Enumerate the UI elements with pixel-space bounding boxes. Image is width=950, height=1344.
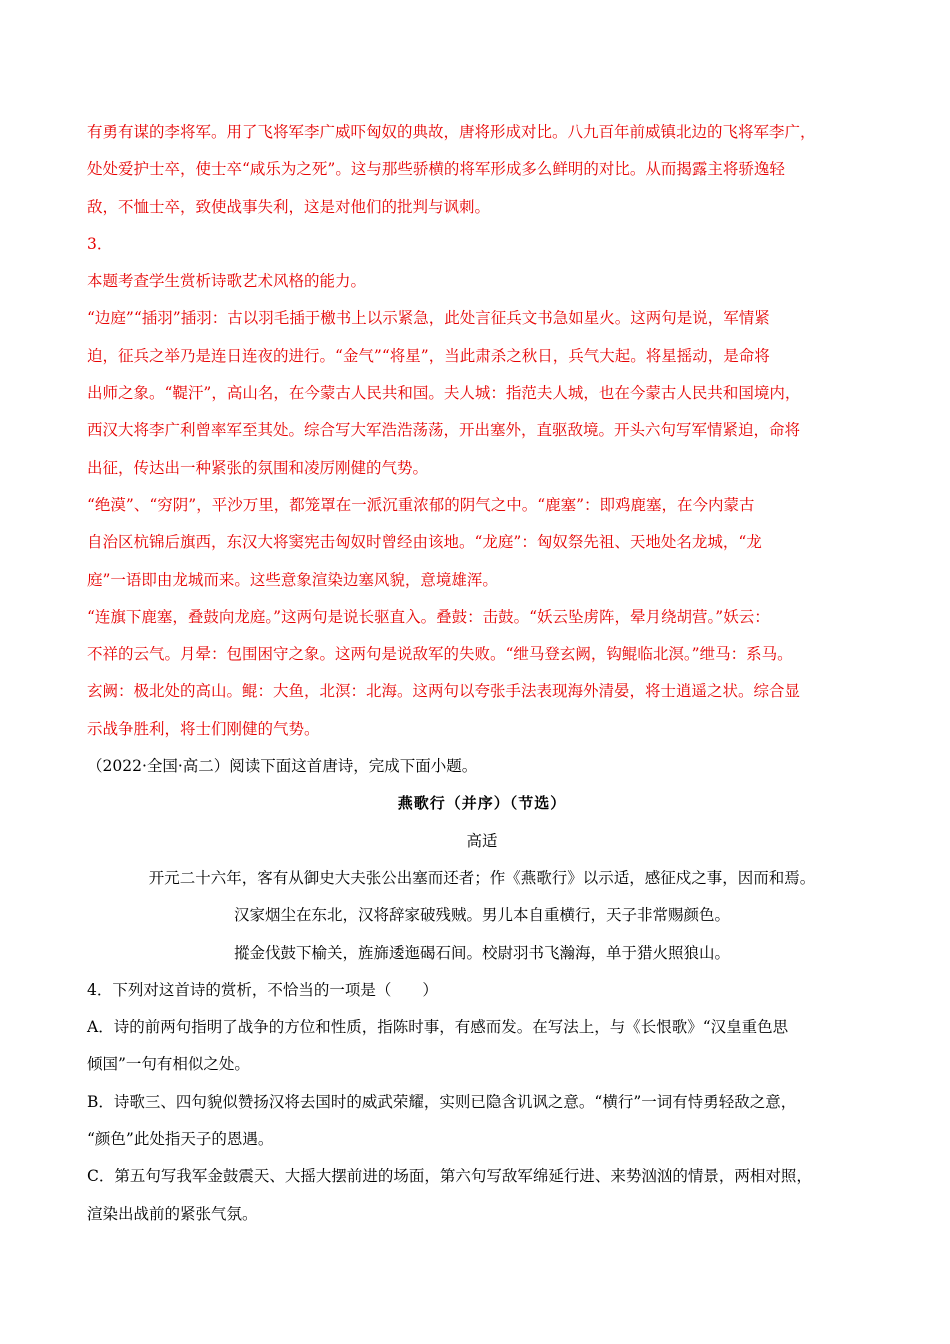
analysis-line: 自治区杭锦后旗西，东汉大将窦宪击匈奴时曾经由该地。“龙庭”：匈奴祭先祖、天地处名龙城，“龙 [87,533,762,552]
analysis-line: 玄阙：极北处的高山。鲲：大鱼，北溟：北海。这两句以夸张手法表现海外清晏，将士逍遥之状。综合显 [87,682,801,701]
answer-number: 3． [87,234,113,253]
analysis-line: 不祥的云气。月晕：包围困守之象。这两句是说敌军的失败。“绁马登玄阙，钩鲲临北溟。”绁马：系马。 [87,645,793,664]
poem-line: 摐金伐鼓下榆关，旌旆逶迤碣石间。校尉羽书飞瀚海，单于猎火照狼山。 [233,943,730,962]
analysis-line: 西汉大将李广利曾率军至其处。综合写大军浩浩荡荡，开出塞外，直驱敌境。开头六句写军情紧迫，命将 [87,421,801,440]
analysis-line: 迫，征兵之举乃是连日连夜的进行。“金气”“将星”，当此肃杀之秋日，兵气大起。将星摇动，是命将 [87,346,770,365]
option-b: B．诗歌三、四句貌似赞扬汉将去国时的威武荣耀，实则已隐含讥讽之意。“横行”一词有恃勇轻敌之意， [87,1092,797,1111]
analysis-line: 庭”一语即由龙城而来。这些意象渲染边塞风貌，意境雄浑。 [87,570,498,589]
analysis-line: 敌，不恤士卒，致使战事失利，这是对他们的批判与讽刺。 [87,197,491,216]
poem-title: 燕歌行（并序）（节选） [397,794,567,813]
analysis-line: 示战争胜利，将士们刚健的气势。 [87,719,320,738]
page-content [87,114,877,1233]
analysis-line: “绝漠”、“穷阴”，平沙万里，都笼罩在一派沉重浓郁的阴气之中。“鹿塞”：即鸡鹿塞，在今内蒙古 [87,495,755,514]
option-c: C．第五句写我军金鼓震天、大摇大摆前进的场面，第六句写敌军绵延行进、来势汹汹的情景，两相对照， [87,1167,812,1186]
question-source: （2022·全国·高二）阅读下面这首唐诗，完成下面小题。 [87,757,478,776]
analysis-line: 本题考查学生赏析诗歌艺术风格的能力。 [87,272,367,291]
poem-preface: 开元二十六年，客有从御史大夫张公出塞而还者；作《燕歌行》以示适，感征戍之事，因而和焉。 [148,868,816,887]
analysis-line: 有勇有谋的李将军。用了飞将军李广威吓匈奴的典故，唐将形成对比。八九百年前威镇北边的飞将军李广， [87,123,816,141]
analysis-line: 出征，传达出一种紧张的氛围和凌厉刚健的气势。 [87,458,429,477]
analysis-line: “边庭”“插羽”插羽：古以羽毛插于檄书上以示紧急，此处言征兵文书急如星火。这两句是说，军情紧 [87,309,770,328]
analysis-line: “连旗下鹿塞，叠鼓向龙庭。”这两句是说长驱直入。叠鼓：击鼓。“妖云坠虏阵，晕月绕胡营。”妖云： [87,607,770,626]
question-stem: 4．下列对这首诗的赏析，不恰当的一项是（ ） [87,980,438,999]
option-b-cont: “颜色”此处指天子的恩遇。 [87,1130,274,1149]
option-a: A．诗的前两句指明了战争的方位和性质，指陈时事，有感而发。在写法上，与《长恨歌》“汉皇重色思 [87,1018,789,1037]
poem-author: 高适 [466,831,498,850]
option-a-cont: 倾国”一句有相似之处。 [87,1055,250,1074]
option-c-cont: 渲染出战前的紧张气氛。 [87,1204,258,1223]
analysis-line: 处处爱护士卒，使士卒“咸乐为之死”。这与那些骄横的将军形成多么鲜明的对比。从而揭露主将骄逸轻 [87,160,785,179]
analysis-line: 出师之象。“鞮汗”，高山名，在今蒙古人民共和国。夫人城：指范夫人城，也在今蒙古人民共和国境内， [87,384,801,403]
poem-line: 汉家烟尘在东北，汉将辞家破残贼。男儿本自重横行，天子非常赐颜色。 [233,906,730,925]
